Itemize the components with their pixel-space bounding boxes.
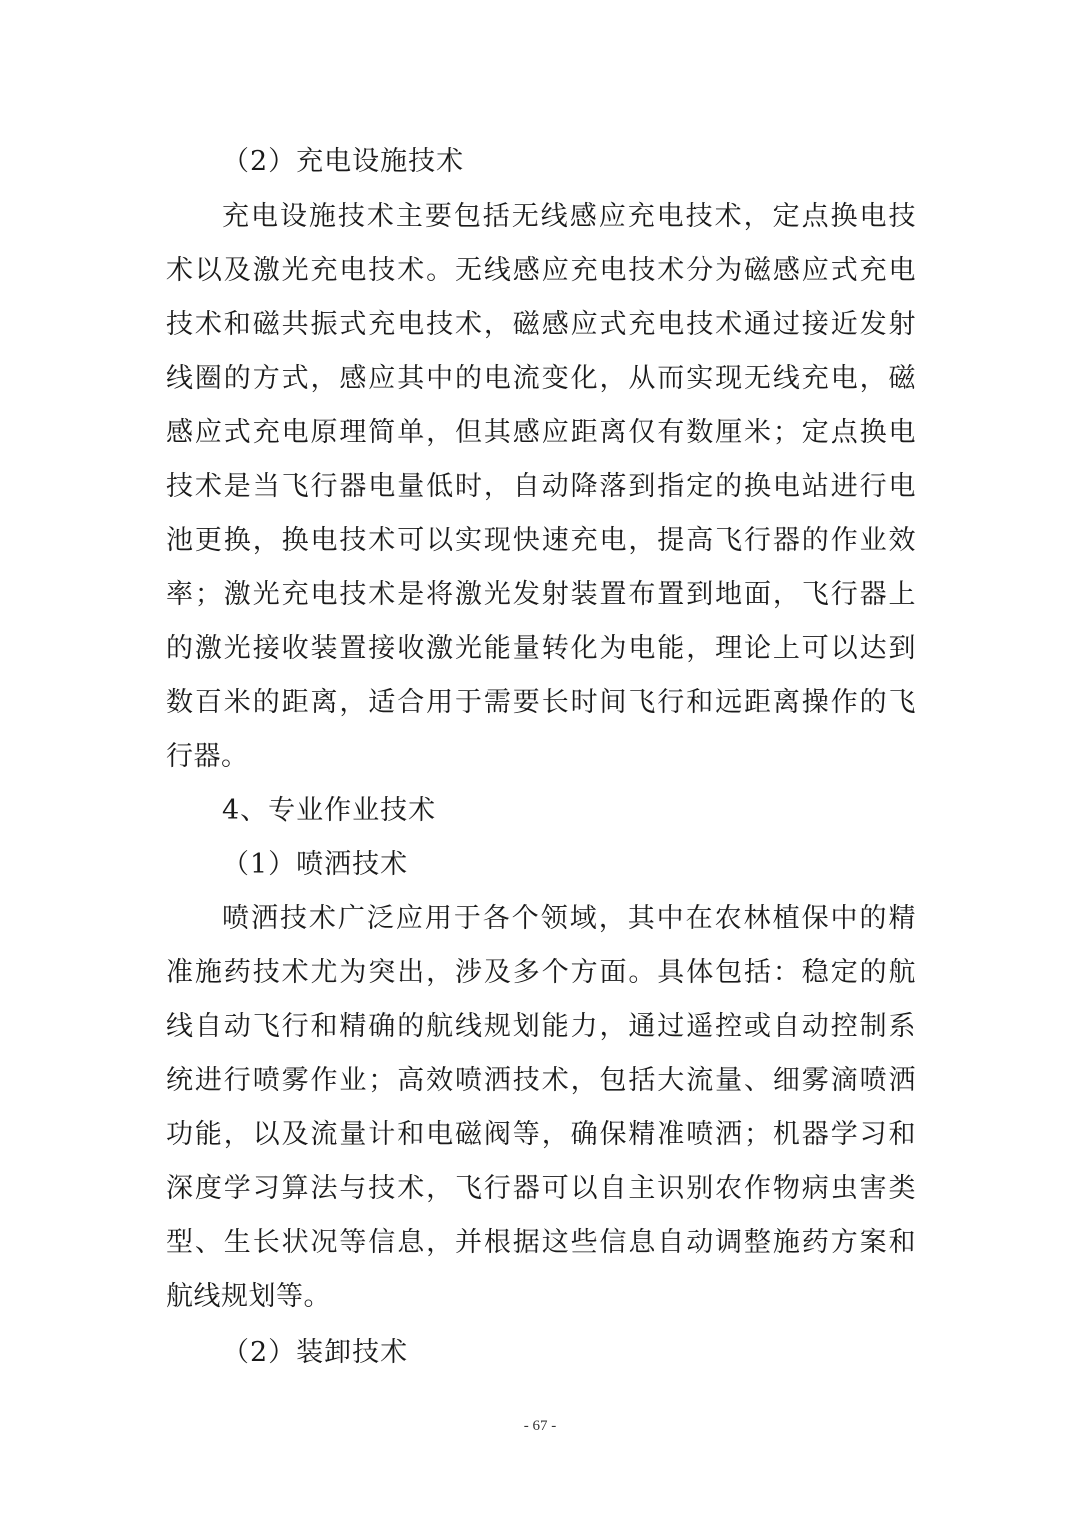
- paragraph-line: 池更换，换电技术可以实现快速充电，提高飞行器的作业效: [166, 525, 916, 556]
- paragraph-line: 准施药技术尤为突出，涉及多个方面。具体包括：稳定的航: [166, 957, 916, 988]
- paragraph-line: 技术是当飞行器电量低时，自动降落到指定的换电站进行电: [166, 471, 916, 502]
- paragraph-line: 航线规划等。: [166, 1281, 331, 1312]
- paragraph-line: 喷洒技术广泛应用于各个领域，其中在农林植保中的精: [222, 903, 916, 934]
- loading-unloading-heading: （2）装卸技术: [222, 1337, 409, 1368]
- charging-facility-heading: （2）充电设施技术: [222, 146, 465, 177]
- paragraph-line: 线圈的方式，感应其中的电流变化，从而实现无线充电，磁: [166, 363, 916, 394]
- spraying-heading: （1）喷洒技术: [222, 849, 409, 880]
- paragraph-line: 技术和磁共振式充电技术，磁感应式充电技术通过接近发射: [166, 309, 916, 340]
- professional-operation-heading: 4、专业作业技术: [222, 795, 437, 826]
- paragraph-line: 的激光接收装置接收激光能量转化为电能，理论上可以达到: [166, 633, 916, 664]
- paragraph-line: 行器。: [166, 741, 249, 772]
- paragraph-line: 数百米的距离，适合用于需要长时间飞行和远距离操作的飞: [166, 687, 916, 718]
- paragraph-line: 术以及激光充电技术。无线感应充电技术分为磁感应式充电: [166, 255, 916, 286]
- paragraph-line: 深度学习算法与技术，飞行器可以自主识别农作物病虫害类: [166, 1173, 916, 1204]
- paragraph-line: 充电设施技术主要包括无线感应充电技术，定点换电技: [222, 201, 916, 232]
- paragraph-line: 统进行喷雾作业；高效喷洒技术，包括大流量、细雾滴喷洒: [166, 1065, 916, 1096]
- paragraph-line: 功能，以及流量计和电磁阀等，确保精准喷洒；机器学习和: [166, 1119, 916, 1150]
- paragraph-line: 感应式充电原理简单，但其感应距离仅有数厘米；定点换电: [166, 417, 916, 448]
- page-number: - 67 -: [523, 1418, 557, 1434]
- paragraph-line: 率；激光充电技术是将激光发射装置布置到地面，飞行器上: [166, 579, 916, 610]
- paragraph-line: 型、生长状况等信息，并根据这些信息自动调整施药方案和: [166, 1227, 916, 1258]
- paragraph-line: 线自动飞行和精确的航线规划能力，通过遥控或自动控制系: [166, 1011, 916, 1042]
